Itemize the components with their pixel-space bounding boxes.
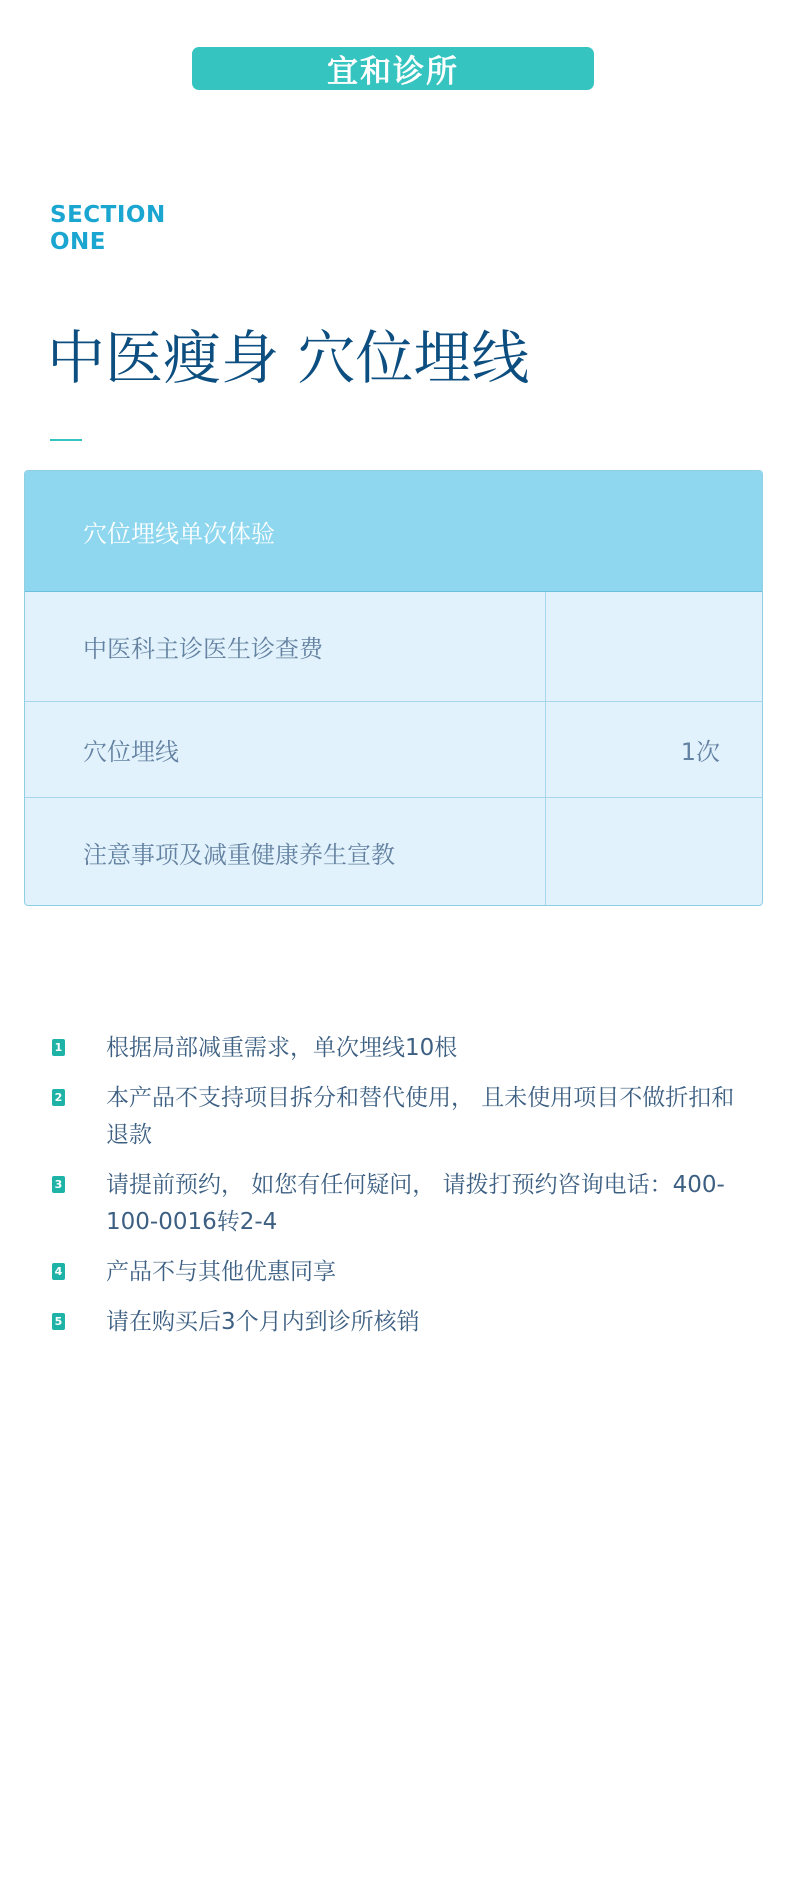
number-badge-icon: 5 xyxy=(52,1313,65,1330)
number-badge-icon: 3 xyxy=(52,1176,65,1193)
title-divider xyxy=(50,439,82,441)
clinic-brand-banner xyxy=(192,47,594,90)
table-row xyxy=(25,702,762,798)
note-text: 请在购买后3个月内到诊所核销 xyxy=(106,1309,420,1335)
notes-list xyxy=(50,1030,750,1354)
number-badge-icon: 2 xyxy=(52,1089,65,1106)
note-text: 根据局部减重需求，单次埋线10根 xyxy=(106,1035,458,1061)
note-text: 请提前预约， 如您有任何疑问， 请拨打预约咨询电话：400-100-0016转2-4 xyxy=(106,1172,725,1235)
table-row xyxy=(25,798,762,906)
table-cell-name: 中医科主诊医生诊查费 xyxy=(25,592,546,701)
section-label-line2: ONE xyxy=(50,229,107,255)
page-title: 中医瘦身 穴位埋线 xyxy=(47,324,530,392)
list-item xyxy=(50,1304,750,1341)
list-item xyxy=(50,1030,750,1067)
number-badge-icon: 4 xyxy=(52,1263,65,1280)
number-badge-icon: 1 xyxy=(52,1039,65,1056)
list-item xyxy=(50,1167,750,1241)
note-text: 产品不与其他优惠同享 xyxy=(106,1259,336,1285)
table-cell-name: 注意事项及减重健康养生宣教 xyxy=(25,798,546,906)
list-item xyxy=(50,1080,750,1154)
table-cell-name: 穴位埋线 xyxy=(25,702,546,797)
section-label xyxy=(50,202,166,256)
table-cell-qty: 1次 xyxy=(680,738,720,766)
service-table xyxy=(24,470,763,906)
section-label-line1: SECTION xyxy=(50,202,166,228)
note-text: 本产品不支持项目拆分和替代使用， 且未使用项目不做折扣和退款 xyxy=(106,1085,735,1148)
list-item xyxy=(50,1254,750,1291)
table-header: 穴位埋线单次体验 xyxy=(25,471,762,592)
table-cell-qty xyxy=(546,798,762,906)
table-cell-qty xyxy=(546,592,762,701)
table-row xyxy=(25,592,762,702)
clinic-name: 宜和诊所 xyxy=(327,54,459,90)
